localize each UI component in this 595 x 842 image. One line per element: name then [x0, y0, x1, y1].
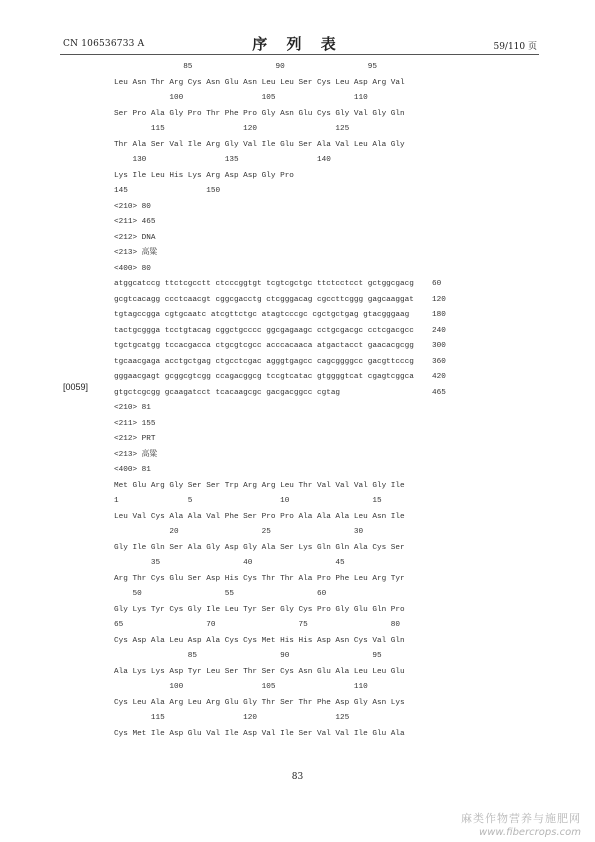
dna-row [114, 293, 544, 309]
listing-line: 35 40 45 [114, 559, 345, 567]
dna-position-number: 300 [432, 342, 446, 350]
dna-sequence-text: gtgctcgcgg gcaagatcct tcacaagcgc gacgacggcc cgtag [114, 388, 341, 397]
sequence-listing [114, 60, 544, 742]
listing-line: <211> 465 [114, 218, 156, 226]
dna-row [114, 339, 544, 355]
listing-line: Ala Lys Lys Asp Tyr Leu Ser Thr Ser Cys Asn Glu Ala Leu Leu Glu [114, 667, 405, 676]
page-title: 序 列 表 [252, 35, 343, 53]
listing-line: 50 55 60 [114, 590, 327, 598]
listing-line: <211> 155 [114, 419, 156, 428]
dna-sequence-80 [114, 277, 544, 401]
listing-line: 65 70 75 80 [114, 621, 401, 629]
listing-line: 115 120 125 [114, 714, 350, 722]
dna-position-number: 120 [432, 295, 446, 304]
dna-sequence-text: tgtagccgga cgtgcaatc atcgttctgc atagtcccgc cgctgctgag gtacgggaag [114, 311, 410, 319]
dna-position-number: 465 [432, 388, 446, 397]
dna-row [114, 370, 544, 386]
listing-line: 145 150 [114, 187, 221, 195]
dna-position-number: 60 [432, 280, 442, 288]
dna-sequence-text: tgcaacgaga acctgctgag ctgcctcgac agggtgagcc cagcggggcc gacgttcccg [114, 357, 414, 366]
patent-number: CN 106536733 A [63, 39, 145, 49]
dna-sequence-text: gggaacgagt gcggcgtcgg ccagacggcg tccgtcatac gtggggtcat cgagtcggca [114, 373, 414, 381]
seq81-protein-listing [114, 401, 544, 742]
listing-line: <400> 80 [114, 264, 151, 273]
dna-sequence-text: gcgtcacagg ccctcaacgt cggcgacctg ctcgggacag cgccttcggg gagcaaggat [114, 295, 414, 304]
listing-line: 130 135 140 [114, 156, 331, 164]
listing-line: Arg Thr Cys Glu Ser Asp His Cys Thr Thr Ala Pro Phe Leu Arg Tyr [114, 574, 405, 583]
protein-tail-and-seq80-header [114, 60, 544, 277]
dna-sequence-text: tactgcggga tcctgtacag cggctgcccc ggcgagaagc cctgcgacgc cctcgacgcc [114, 326, 414, 335]
listing-line: <213> 高粱 [114, 249, 158, 257]
listing-line: 100 105 110 [114, 94, 368, 102]
dna-position-number: 360 [432, 357, 446, 366]
listing-line: <212> PRT [114, 435, 156, 443]
listing-line: Gly Lys Tyr Cys Gly Ile Leu Tyr Ser Gly Cys Pro Gly Glu Gln Pro [114, 605, 405, 614]
dna-position-number: 180 [432, 311, 446, 319]
listing-line: <212> DNA [114, 233, 156, 242]
listing-line: Gly Ile Gln Ser Ala Gly Asp Gly Ala Ser Lys Gln Gln Ala Cys Ser [114, 543, 405, 552]
listing-line: Met Glu Arg Gly Ser Ser Trp Arg Arg Leu Thr Val Val Val Gly Ile [114, 481, 405, 490]
dna-row [114, 324, 544, 340]
listing-line: <213> 高粱 [114, 450, 158, 459]
listing-line: Cys Asp Ala Leu Asp Ala Cys Cys Met His His Asp Asn Cys Val Gln [114, 636, 405, 645]
listing-line: Cys Met Ile Asp Glu Val Ile Asp Val Ile Ser Val Val Ile Glu Ala [114, 729, 405, 738]
dna-sequence-text: tgctgcatgg tccacgacca ctgcgtcgcc acccacaaca atgactacct gaacacgcgg [114, 342, 414, 350]
page-number: 83 [291, 772, 304, 782]
header-rule [60, 54, 539, 55]
listing-line: Lys Ile Leu His Lys Arg Asp Asp Gly Pro [114, 171, 294, 180]
page-header [0, 0, 595, 62]
dna-position-number: 240 [432, 326, 446, 335]
listing-line: Thr Ala Ser Val Ile Arg Gly Val Ile Glu Ser Ala Val Leu Ala Gly [114, 140, 405, 149]
listing-line: 85 90 95 [114, 63, 377, 71]
listing-line: <210> 81 [114, 404, 151, 412]
dna-row [114, 277, 544, 293]
watermark [461, 810, 581, 838]
dna-row [114, 355, 544, 371]
dna-row [114, 386, 544, 402]
listing-line: Leu Val Cys Ala Ala Val Phe Ser Pro Pro Ala Ala Ala Leu Asn Ile [114, 512, 405, 521]
paragraph-marker: [0059] [63, 382, 89, 392]
listing-line: 1 5 10 15 [114, 497, 382, 505]
dna-position-number: 420 [432, 373, 446, 381]
dna-row [114, 308, 544, 324]
dna-sequence-text: atggcatccg ttctcgcctt ctcccggtgt tcgtcgctgc ttctcctcct gctggcgacg [114, 280, 414, 288]
listing-line: 85 90 95 [114, 652, 382, 660]
watermark-site-name: 麻类作物营养与施肥网 [461, 812, 581, 825]
page-info: 59/110 页 [493, 42, 537, 52]
listing-line: Cys Leu Ala Arg Leu Arg Glu Gly Thr Ser Thr Phe Asp Gly Asn Lys [114, 698, 405, 707]
watermark-url: www.fibercrops.com [479, 827, 581, 838]
listing-line: <400> 81 [114, 466, 151, 474]
listing-line: Ser Pro Ala Gly Pro Thr Phe Pro Gly Asn Glu Cys Gly Val Gly Gln [114, 109, 405, 118]
listing-line: Leu Asn Thr Arg Cys Asn Glu Asn Leu Leu Ser Cys Leu Asp Arg Val [114, 78, 405, 87]
listing-line: 115 120 125 [114, 125, 350, 133]
listing-line: 100 105 110 [114, 683, 368, 691]
listing-line: <210> 80 [114, 202, 151, 211]
listing-line: 20 25 30 [114, 528, 364, 536]
